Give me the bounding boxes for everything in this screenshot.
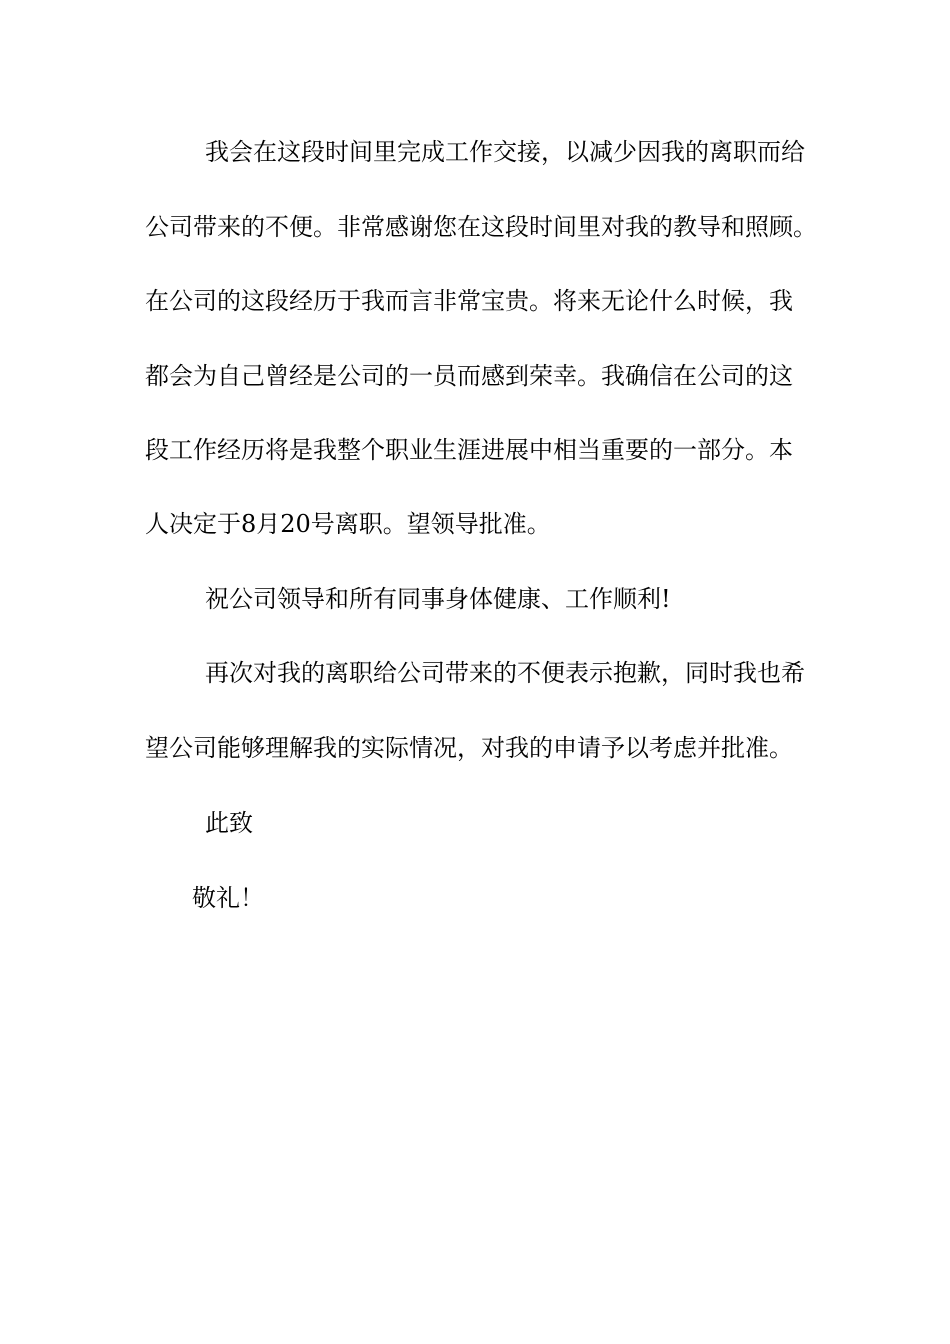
paragraph-1-line-5: 段工作经历将是我整个职业生涯进展中相当重要的一部分。本 [145, 436, 793, 464]
closing-cizhi: 此致 [205, 809, 253, 837]
wishes-line: 祝公司领导和所有同事身体健康、工作顺利! [205, 585, 671, 613]
paragraph-1-line-1: 我会在这段时间里完成工作交接，以减少因我的离职而给 [205, 138, 805, 166]
paragraph-1-line-3: 在公司的这段经历于我而言非常宝贵。将来无论什么时候，我 [145, 287, 793, 315]
paragraph-2-line-2: 望公司能够理解我的实际情况，对我的申请予以考虑并批准。 [145, 734, 793, 762]
paragraph-1-line-2: 公司带来的不便。非常感谢您在这段时间里对我的教导和照顾。 [145, 213, 817, 241]
paragraph-1-line-4: 都会为自己曾经是公司的一员而感到荣幸。我确信在公司的这 [145, 362, 793, 390]
paragraph-1-line-6: 人决定于8月20号离职。望领导批准。 [145, 510, 551, 538]
closing-jingli: 敬礼！ [192, 884, 264, 912]
paragraph-2-line-1: 再次对我的离职给公司带来的不便表示抱歉，同时我也希 [205, 659, 805, 687]
